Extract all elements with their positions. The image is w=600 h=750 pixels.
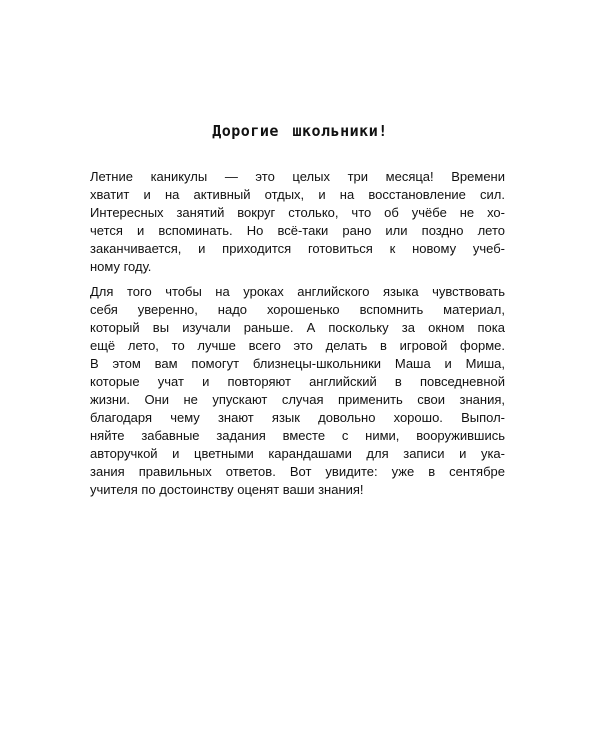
paragraph-line: В этом вам помогут близнецы-школьники Маша и Миша, <box>90 356 505 371</box>
paragraph-line: который вы изучали раньше. А поскольку за окном пока <box>90 320 505 335</box>
paragraph-line: Летние каникулы — это целых три месяца! Времени <box>90 169 505 184</box>
paragraph-line: хватит и на активный отдых, и на восстановление сил. <box>90 187 505 202</box>
paragraph-line: учителя по достоинству оценят ваши знания! <box>90 482 364 497</box>
body-paragraph-2 <box>90 283 505 499</box>
paragraph-line: ещё лето, то лучше всего это делать в игровой форме. <box>90 338 505 353</box>
paragraph-line: авторучкой и цветными карандашами для записи и ука- <box>90 446 505 461</box>
paragraph-line: себя уверенно, надо хорошенько вспомнить материал, <box>90 302 505 317</box>
paragraph-line: чется и вспоминать. Но всё-таки рано или поздно лето <box>90 223 505 238</box>
page-title: Дорогие школьники! <box>212 122 388 140</box>
paragraph-line: няйте забавные задания вместе с ними, вооружившись <box>90 428 505 443</box>
paragraph-line: Для того чтобы на уроках английского языка чувствовать <box>90 284 505 299</box>
paragraph-line: благодаря чему знают язык довольно хорошо. Выпол- <box>90 410 505 425</box>
paragraph-line: заканчивается, и приходится готовиться к новому учеб- <box>90 241 505 256</box>
body-paragraph-1 <box>90 168 505 276</box>
paragraph-line: Интересных занятий вокруг столько, что об учёбе не хо- <box>90 205 505 220</box>
paragraph-line: которые учат и повторяют английский в повседневной <box>90 374 505 389</box>
paragraph-line: зания правильных ответов. Вот увидите: уже в сентябре <box>90 464 505 479</box>
paragraph-line: ному году. <box>90 259 152 274</box>
paragraph-line: жизни. Они не упускают случая применить свои знания, <box>90 392 505 407</box>
